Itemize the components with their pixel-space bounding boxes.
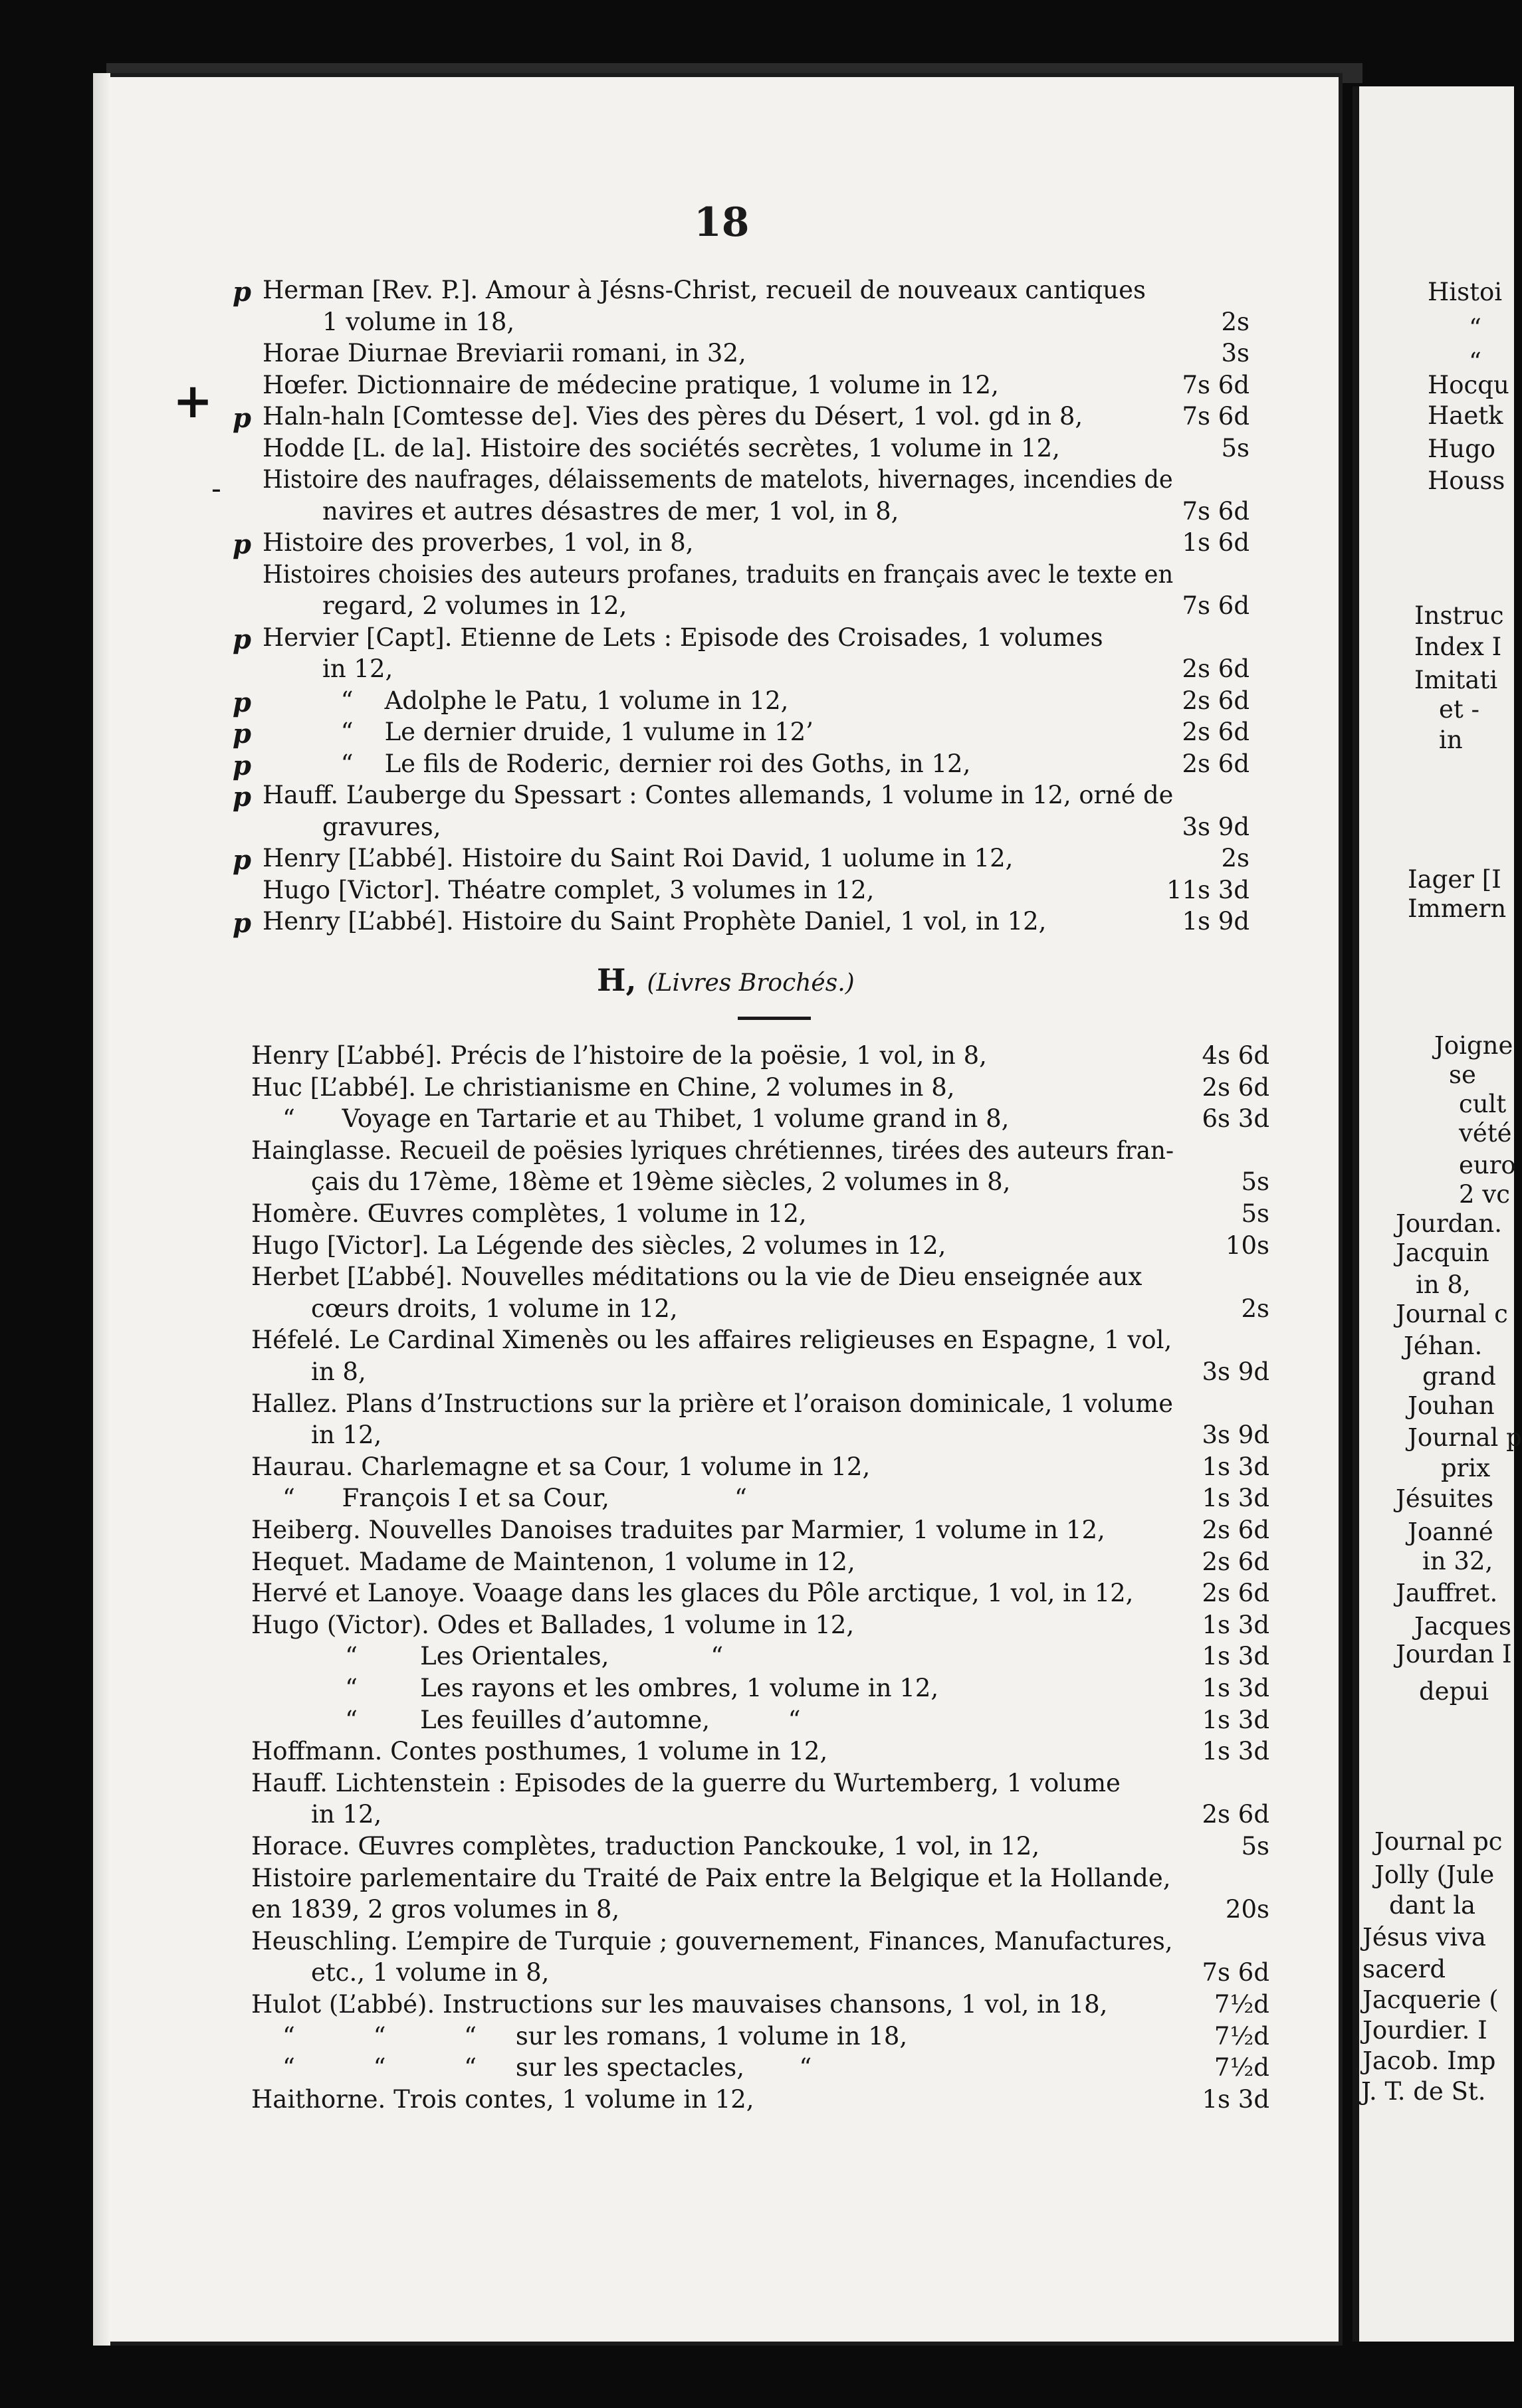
edge-fragment-text: Imitati: [1414, 666, 1498, 694]
availability-mark: p: [233, 686, 251, 718]
edge-fragment-text: Haetk: [1428, 401, 1503, 430]
edge-fragment-text: Jacob. Imp: [1362, 2047, 1496, 2075]
catalog-entry-text: Heuschling. L’empire de Turquie ; gouvernement, Finances, Manufactures,: [251, 1926, 1173, 1956]
catalog-entry-text: Hœfer. Dictionnaire de médecine pratique, 1 volume in 12,: [263, 370, 999, 399]
catalog-entry-price: 7½d: [1214, 1990, 1269, 2019]
catalog-entry-text: Hugo (Victor). Odes et Ballades, 1 volume in 12,: [251, 1610, 855, 1639]
catalog-entry-price: 2s: [1221, 307, 1250, 336]
catalog-entry-text: “ “ “ sur les spectacles, “: [251, 2053, 812, 2082]
catalog-entry-price: 3s 9d: [1202, 1357, 1269, 1386]
catalog-entry-price: 7s 6d: [1182, 402, 1250, 431]
catalog-entry-price: 5s: [1241, 1832, 1269, 1860]
availability-mark: p: [233, 529, 251, 560]
page-number: 18: [694, 199, 750, 246]
edge-fragment-text: Jourdier. I: [1362, 2016, 1487, 2045]
catalog-entry-text: Histoire des proverbes, 1 vol, in 8,: [263, 528, 694, 557]
catalog-entry-text: in 8,: [311, 1357, 366, 1386]
catalog-entry-text: Heiberg. Nouvelles Danoises traduites par Marmier, 1 volume in 12,: [251, 1516, 1105, 1544]
edge-fragment-text: Hocqu: [1428, 371, 1509, 399]
catalog-entry-price: 2s 6d: [1182, 686, 1250, 715]
catalog-entry-text: Hauff. Lichtenstein : Episodes de la guerre du Wurtemberg, 1 volume: [251, 1768, 1121, 1797]
edge-fragment-text: prix: [1441, 1454, 1491, 1482]
edge-fragment-text: Iager [I: [1408, 865, 1501, 894]
catalog-entry-text: Henry [L’abbé]. Histoire du Saint Roi David, 1 uolume in 12,: [263, 844, 1014, 872]
edge-fragment-text: 2 vc: [1459, 1180, 1510, 1209]
catalog-entry-price: 3s: [1221, 339, 1250, 367]
catalog-entry-text: Herman [Rev. P.]. Amour à Jésns-Christ, recueil de nouveaux cantiques: [263, 276, 1146, 304]
catalog-entry-price: 5s: [1241, 1199, 1269, 1228]
catalog-entry-text: in 12,: [311, 1800, 382, 1829]
catalog-entry-price: 7s 6d: [1182, 591, 1250, 620]
catalog-entry-text: “ François I et sa Cour, “: [251, 1484, 747, 1513]
edge-fragment-text: Jourdan.: [1396, 1209, 1502, 1238]
edge-fragment-text: “: [1469, 348, 1481, 376]
availability-mark: p: [233, 750, 251, 781]
catalog-entry-text: “ Le fils de Roderic, dernier roi des Goths, in 12,: [263, 749, 971, 778]
catalog-entry-price: 10s: [1225, 1231, 1269, 1260]
section-rule: [738, 1017, 811, 1020]
availability-mark: p: [233, 623, 251, 655]
edge-fragment-text: Jouhan: [1408, 1391, 1495, 1420]
edge-fragment-text: Jacques: [1414, 1612, 1512, 1641]
edge-fragment-text: in 32,: [1422, 1547, 1493, 1575]
catalog-entry-price: 1s 6d: [1182, 528, 1250, 557]
catalog-entry-price: 4s 6d: [1202, 1041, 1269, 1070]
catalog-entry-price: 6s 3d: [1202, 1104, 1269, 1134]
catalog-entry-text: Histoire des naufrages, délaissements de matelots, hivernages, incendies de: [263, 465, 1173, 494]
catalog-entry-text: navires et autres désastres de mer, 1 vol, in 8,: [322, 496, 899, 526]
catalog-entry-price: 3s 9d: [1202, 1421, 1269, 1450]
edge-fragment-text: Jourdan I: [1396, 1640, 1512, 1668]
availability-mark: p: [233, 908, 251, 939]
edge-fragment-text: Jésus viva: [1362, 1923, 1486, 1952]
catalog-entry-text: etc., 1 volume in 8,: [311, 1958, 550, 1987]
catalog-entry-price: 7s 6d: [1202, 1958, 1269, 1987]
edge-fragment-text: in: [1439, 726, 1463, 754]
catalog-entry-text: Hallez. Plans d’Instructions sur la prière et l’oraison dominicale, 1 volume: [251, 1389, 1173, 1418]
edge-fragment-text: Joigne: [1434, 1031, 1513, 1060]
catalog-entry-price: 2s 6d: [1202, 1072, 1269, 1102]
catalog-entry-price: 2s 6d: [1202, 1516, 1269, 1544]
catalog-entry-text: cœurs droits, 1 volume in 12,: [311, 1294, 678, 1323]
catalog-entry-price: 1s 3d: [1202, 1642, 1269, 1671]
catalog-entry-text: Henry [L’abbé]. Précis de l’histoire de la poësie, 1 vol, in 8,: [251, 1041, 987, 1070]
catalog-entry-price: 1s 9d: [1182, 907, 1250, 936]
availability-mark: p: [233, 845, 251, 876]
catalog-entry-text: “ Adolphe le Patu, 1 volume in 12,: [263, 686, 789, 715]
catalog-entry-price: 7½d: [1214, 2021, 1269, 2051]
catalog-entry-text: in 12,: [322, 654, 393, 683]
availability-mark: p: [233, 403, 251, 434]
catalog-entry-text: Histoires choisies des auteurs profanes, traduits en français avec le texte en: [263, 559, 1174, 589]
catalog-entry-text: Horace. Œuvres complètes, traduction Panckouke, 1 vol, in 12,: [251, 1832, 1040, 1860]
catalog-entry-price: 2s 6d: [1202, 1800, 1269, 1829]
edge-fragment-text: Houss: [1428, 466, 1505, 495]
catalog-entry-text: 1 volume in 18,: [322, 307, 515, 336]
catalog-entry-text: in 12,: [311, 1421, 382, 1450]
edge-fragment-text: Jauffret.: [1396, 1579, 1498, 1607]
catalog-entry-text: “ Le dernier druide, 1 vulume in 12’: [263, 718, 814, 746]
catalog-entry-text: Homère. Œuvres complètes, 1 volume in 12,: [251, 1199, 807, 1228]
edge-fragment-text: Index I: [1414, 633, 1502, 661]
catalog-entry-text: Henry [L’abbé]. Histoire du Saint Prophète Daniel, 1 vol, in 12,: [263, 907, 1047, 936]
catalog-entry-price: 20s: [1225, 1895, 1269, 1924]
edge-fragment-text: Journal c: [1396, 1300, 1508, 1328]
edge-fragment-text: J. T. de St.: [1361, 2077, 1486, 2106]
catalog-entry-text: Haln-haln [Comtesse de]. Vies des pères du Désert, 1 vol. gd in 8,: [263, 402, 1083, 431]
edge-fragment-text: depui: [1419, 1677, 1489, 1706]
edge-fragment-text: Jésuites: [1396, 1484, 1494, 1513]
edge-fragment-text: Journal p: [1408, 1423, 1522, 1452]
edge-fragment-text: dant la: [1389, 1891, 1476, 1920]
catalog-entry-text: Histoire parlementaire du Traité de Paix entre la Belgique et la Hollande,: [251, 1863, 1171, 1892]
catalog-entry-text: Haithorne. Trois contes, 1 volume in 12,: [251, 2084, 754, 2114]
catalog-entry-text: en 1839, 2 gros volumes in 8,: [251, 1895, 620, 1924]
edge-fragment-text: “: [1469, 314, 1481, 342]
edge-fragment-text: et -: [1439, 695, 1480, 724]
catalog-entry-text: regard, 2 volumes in 12,: [322, 591, 627, 620]
edge-fragment-text: se: [1449, 1060, 1476, 1089]
catalog-entry-text: Hulot (L’abbé). Instructions sur les mauvaises chansons, 1 vol, in 18,: [251, 1990, 1108, 2019]
catalog-entry-text: “ Voyage en Tartarie et au Thibet, 1 volume grand in 8,: [251, 1104, 1010, 1134]
catalog-entry-text: Hainglasse. Recueil de poësies lyriques chrétiennes, tirées des auteurs fran-: [251, 1136, 1174, 1165]
catalog-entry-price: 7½d: [1214, 2053, 1269, 2082]
availability-mark: p: [233, 781, 251, 813]
catalog-entry-price: 11s 3d: [1166, 875, 1250, 904]
catalog-entry-price: 2s 6d: [1182, 654, 1250, 683]
catalog-entry-price: 1s 3d: [1202, 1737, 1269, 1766]
edge-fragment-text: euro: [1459, 1151, 1516, 1179]
edge-fragment-text: in 8,: [1416, 1270, 1471, 1299]
catalog-entry-text: “ Les feuilles d’automne, “: [251, 1705, 801, 1734]
catalog-entry-text: Hodde [L. de la]. Histoire des sociétés secrètes, 1 volume in 12,: [263, 433, 1060, 462]
catalog-entry-price: 2s: [1221, 844, 1250, 872]
catalog-entry-price: 2s 6d: [1202, 1579, 1269, 1608]
edge-fragment-text: Jolly (Jule: [1374, 1860, 1495, 1889]
catalog-entry-price: 2s 6d: [1182, 718, 1250, 746]
edge-fragment-text: Joanné: [1408, 1518, 1493, 1546]
catalog-entry-price: 1s 3d: [1202, 1452, 1269, 1481]
availability-mark: p: [233, 718, 251, 750]
catalog-entry-price: 3s 9d: [1182, 812, 1250, 841]
catalog-entry-price: 1s 3d: [1202, 1705, 1269, 1734]
catalog-entry-text: Huc [L’abbé]. Le christianisme en Chine, 2 volumes in 8,: [251, 1072, 955, 1102]
catalog-entry-price: 2s 6d: [1182, 749, 1250, 778]
catalog-entry-text: “ Les Orientales, “: [251, 1642, 724, 1671]
section-heading: [597, 962, 855, 998]
catalog-entry-price: 1s 3d: [1202, 1484, 1269, 1513]
edge-fragment-text: Jacquin: [1396, 1239, 1489, 1267]
edge-fragment-text: sacerd: [1362, 1955, 1446, 1983]
catalog-entry-price: 5s: [1241, 1167, 1269, 1197]
catalog-entry-text: “ “ “ sur les romans, 1 volume in 18,: [251, 2021, 908, 2051]
catalog-entry-price: 7s 6d: [1182, 496, 1250, 526]
catalog-entry-text: Herbet [L’abbé]. Nouvelles méditations ou la vie de Dieu enseignée aux: [251, 1262, 1142, 1292]
catalog-entry-price: 1s 3d: [1202, 2084, 1269, 2114]
catalog-entry-price: 2s: [1241, 1294, 1269, 1323]
catalog-entry-text: Hervé et Lanoye. Voaage dans les glaces du Pôle arctique, 1 vol, in 12,: [251, 1579, 1134, 1608]
catalog-entry-text: Hervier [Capt]. Etienne de Lets : Episode des Croisades, 1 volumes: [263, 623, 1103, 652]
catalog-entry-text: Héfelé. Le Cardinal Ximenès ou les affaires religieuses en Espagne, 1 vol,: [251, 1326, 1172, 1355]
catalog-entry-text: Hugo [Victor]. Théatre complet, 3 volumes in 12,: [263, 875, 875, 904]
edge-fragment-text: Histoi: [1428, 278, 1503, 306]
edge-fragment-text: Jacquerie (: [1362, 1985, 1499, 2014]
edge-fragment-text: Jéhan.: [1404, 1332, 1483, 1360]
edge-fragment-text: cult: [1459, 1090, 1507, 1118]
section-subtitle: (Livres Brochés.): [647, 969, 855, 997]
catalog-entry-text: Hauff. L’auberge du Spessart : Contes allemands, 1 volume in 12, orné de: [263, 781, 1174, 809]
catalog-entry-text: “ Les rayons et les ombres, 1 volume in 12,: [251, 1674, 939, 1702]
catalog-entry-price: 5s: [1221, 433, 1250, 462]
edge-fragment-text: Instruc: [1414, 601, 1504, 630]
edge-fragment-text: Hugo: [1428, 435, 1496, 463]
catalog-entry-text: çais du 17ème, 18ème et 19ème siècles, 2 volumes in 8,: [311, 1167, 1011, 1197]
section-letter: H,: [597, 962, 637, 998]
catalog-entry-text: Hequet. Madame de Maintenon, 1 volume in 12,: [251, 1547, 855, 1576]
catalog-entry-text: Hugo [Victor]. La Légende des siècles, 2 volumes in 12,: [251, 1231, 946, 1260]
handwritten-cross-icon: +: [173, 372, 213, 429]
catalog-entry-text: gravures,: [322, 812, 441, 841]
catalog-entry-price: 7s 6d: [1182, 370, 1250, 399]
margin-dash-icon: ‐: [211, 472, 221, 506]
edge-fragment-text: Immern: [1408, 894, 1507, 923]
edge-fragment-text: grand: [1422, 1362, 1496, 1391]
availability-mark: p: [233, 276, 251, 308]
edge-fragment-text: Journal pc: [1374, 1827, 1503, 1856]
catalog-entry-price: 1s 3d: [1202, 1674, 1269, 1702]
catalog-entry-text: Horae Diurnae Breviarii romani, in 32,: [263, 339, 746, 367]
catalog-entry-text: Haurau. Charlemagne et sa Cour, 1 volume in 12,: [251, 1452, 871, 1481]
catalog-entry-text: Hoffmann. Contes posthumes, 1 volume in 12,: [251, 1737, 828, 1766]
catalog-entry-price: 1s 3d: [1202, 1610, 1269, 1639]
edge-fragment-text: vété: [1459, 1119, 1512, 1148]
catalog-entry-price: 2s 6d: [1202, 1547, 1269, 1576]
